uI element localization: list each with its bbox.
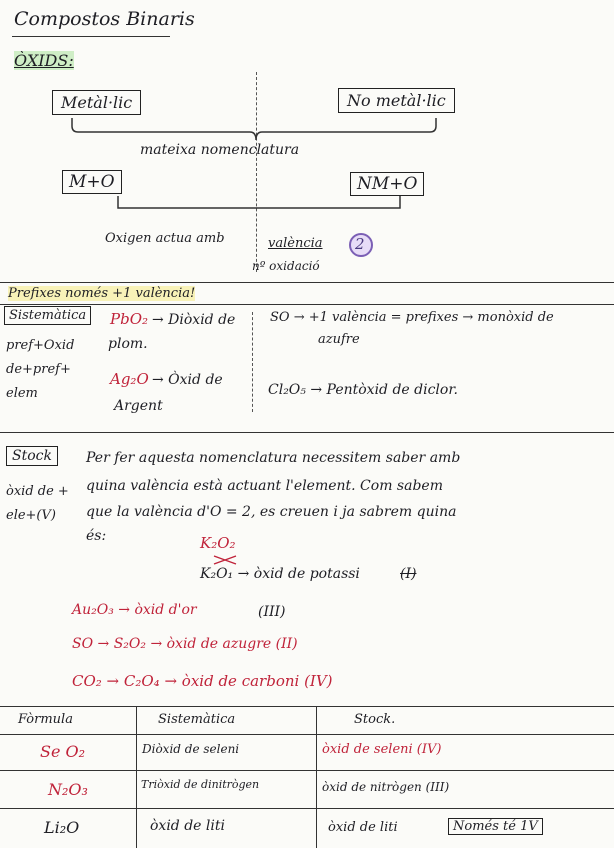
formula-nm-box: NM+O xyxy=(350,172,424,196)
table-header: Fòrmula xyxy=(18,712,73,727)
sistematica-rule: elem xyxy=(6,386,38,401)
table-cell-sistematica: Triòxid de dinitrògen xyxy=(141,778,260,791)
table-cell-stock: òxid de nitrògen (III) xyxy=(322,780,450,794)
stock-label: Stock xyxy=(6,446,58,466)
table-line xyxy=(0,734,614,735)
table-line xyxy=(0,706,614,707)
sistematica-label: Sistemàtica xyxy=(4,306,91,325)
prefix-note: Prefixes només +1 valència! xyxy=(8,286,196,301)
oxidation-number-label: nº oxidació xyxy=(252,259,320,273)
example-au-valence: (III) xyxy=(258,604,286,620)
k-result: K₂O₁ → òxid de potassi xyxy=(200,566,360,582)
page-title: Compostos Binaris xyxy=(14,8,195,30)
stock-rule: òxid de + xyxy=(6,484,69,499)
example-line: SO → +1 valència = prefixes → monòxid de xyxy=(270,310,554,325)
example-name: plom. xyxy=(108,336,148,352)
paragraph-line: és: xyxy=(86,528,107,544)
example-line: Cl₂O₅ → Pentòxid de diclor. xyxy=(268,382,458,398)
table-column-divider xyxy=(316,706,317,848)
sistematica-rule: pref+Oxid xyxy=(6,338,75,353)
table-header: Sistemàtica xyxy=(158,712,236,727)
table-line xyxy=(0,770,614,771)
paragraph-line: quina valència està actuant l'element. Com sabem xyxy=(86,478,443,494)
table-cell-stock: òxid de seleni (IV) xyxy=(322,742,442,757)
same-nomenclature-text: mateixa nomenclatura xyxy=(140,142,300,158)
table-cell-formula: Se O₂ xyxy=(40,742,86,761)
non-metallic-label: No metàl·lic xyxy=(338,88,455,113)
example-formula: PbO₂ xyxy=(110,310,149,328)
table-cell-note: Només té 1V xyxy=(448,818,543,835)
example-name: → Diòxid de xyxy=(152,312,236,328)
example-name: Argent xyxy=(114,398,163,414)
table-cell-formula: Li₂O xyxy=(44,818,80,837)
valence-number: 2 xyxy=(355,235,365,253)
section-oxids: ÒXIDS: xyxy=(14,51,74,70)
table-header: Stock. xyxy=(354,712,396,727)
example-au: Au₂O₃ → òxid d'or xyxy=(72,602,197,618)
sistematica-rule: de+pref+ xyxy=(6,362,71,377)
paragraph-line: que la valència d'O = 2, es creuen i ja sabrem quina xyxy=(86,504,457,520)
example-name: → Òxid de xyxy=(152,372,223,388)
formula-m-box: M+O xyxy=(62,170,122,194)
example-s: SO → S₂O₂ → òxid de azugre (II) xyxy=(72,636,298,652)
table-line xyxy=(0,808,614,809)
stock-rule: ele+(V) xyxy=(6,508,56,523)
table-cell-sistematica: Diòxid de seleni xyxy=(142,742,240,756)
oxygen-line: Oxigen actua amb xyxy=(105,231,225,246)
k-formula: K₂O₂ xyxy=(200,534,236,552)
example-line: azufre xyxy=(318,332,360,347)
paragraph-line: Per fer aquesta nomenclatura necessitem saber amb xyxy=(86,450,461,466)
table-cell-stock: òxid de liti xyxy=(328,820,398,835)
table-column-divider xyxy=(136,706,137,848)
table-cell-formula: N₂O₃ xyxy=(48,780,88,799)
k-valence: (I) xyxy=(400,566,417,582)
table-cell-sistematica: òxid de liti xyxy=(150,818,225,834)
example-c: CO₂ → C₂O₄ → òxid de carboni (IV) xyxy=(72,672,333,690)
example-formula: Ag₂O xyxy=(110,370,149,388)
metallic-label: Metàl·lic xyxy=(52,90,141,115)
valencia-word: valència xyxy=(268,236,323,251)
